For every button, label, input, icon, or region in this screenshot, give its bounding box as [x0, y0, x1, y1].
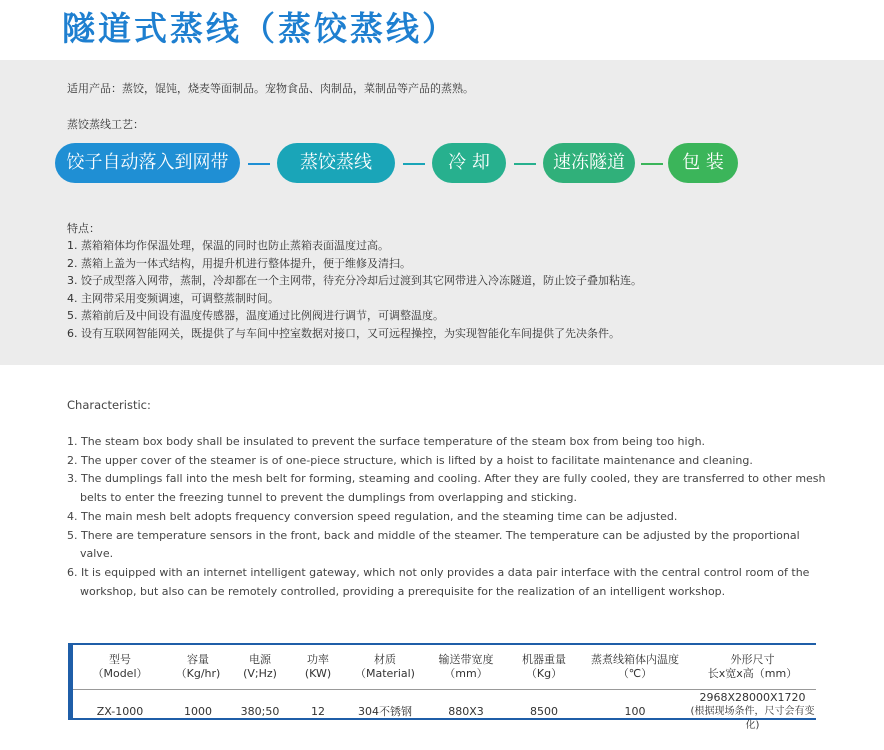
spec-table [68, 643, 816, 731]
list-item: 5. There are temperature sensors in the front, back and middle of the steamer. The temperature can be adjusted by the proportional valve. [67, 528, 800, 561]
table-header: 型号 （Model） [92, 653, 148, 680]
table-cell: 304不锈钢 [345, 690, 425, 734]
list-item: 6. It is equipped with an internet intelligent gateway, which not only provides a data pair interface with the central control room of the workshop, but also can be remotely controlled, providing a prerequisite for the realization of an intelligent workshop. [67, 565, 810, 598]
process-step-pack: 包 装 [668, 143, 738, 183]
process-connector [403, 163, 425, 165]
table-row [73, 690, 816, 734]
process-connector [514, 163, 536, 165]
table-header: 电源 (V;Hz) [243, 653, 277, 680]
features-heading: 特点： [67, 222, 100, 235]
list-item: 4. 主网带采用变频调速，可调整蒸制时间。 [67, 291, 279, 305]
list-item: 2. 蒸箱上盖为一体式结构，用提升机进行整体提升，便于维修及清扫。 [67, 256, 411, 270]
table-cell: 8500 [507, 690, 581, 734]
table-header: 机器重量 （Kg） [522, 653, 566, 680]
table-header: 外形尺寸 长x宽x高（mm） [707, 653, 798, 680]
characteristic-heading: Characteristic: [67, 398, 151, 412]
list-item: 1. The steam box body shall be insulated to prevent the surface temperature of the steam box from being too high. [67, 435, 706, 448]
table-cell: 12 [291, 690, 345, 734]
list-item: 1. 蒸箱箱体均作保温处理，保温的同时也防止蒸箱表面温度过高。 [67, 239, 389, 252]
list-item: 2. The upper cover of the steamer is of one-piece structure, which is lifted by a hoist to facilitate maintenance and cleaning. [67, 453, 753, 467]
table-cell: 380;50 [229, 690, 291, 734]
list-item: 4. The main mesh belt adopts frequency conversion speed regulation, and the steaming time can be adjusted. [67, 509, 678, 523]
list-item: 6. 设有互联网智能网关，既提供了与车间中控室数据对接口，又可远程操控，为实现智能化车间提供了先决条件。 [67, 326, 620, 340]
list-item: 3. The dumplings fall into the mesh belt for forming, steaming and cooling. After they are fully cooled, they are transferred to other mesh belts to enter the freezing tunnel to prevent the dumplings from overlapping and sticking. [67, 472, 826, 505]
table-header: 材质 （Material) [355, 653, 415, 680]
list-item: 5. 蒸箱前后及中间设有温度传感器，温度通过比例阀进行调节，可调整温度。 [67, 309, 444, 323]
table-header: 容量 （Kg/hr) [175, 653, 221, 680]
process-connector [248, 163, 270, 165]
size-value: 2968X28000X1720 [699, 691, 806, 704]
process-step-cool: 冷 却 [432, 143, 506, 183]
application-text: 适用产品：蒸饺，馄饨，烧麦等面制品。宠物食品、肉制品，菜制品等产品的蒸熟。 [67, 82, 474, 95]
table-header: 蒸煮线箱体内温度 （℃） [591, 653, 679, 680]
process-label: 蒸饺蒸线工艺： [67, 118, 144, 131]
list-item: 3. 饺子成型落入网带，蒸制，冷却都在一个主网带，待充分冷却后过渡到其它网带进入冷冻隧道，防止饺子叠加粘连。 [67, 274, 642, 288]
table-cell: 880X3 [425, 690, 507, 734]
process-step-feed: 饺子自动落入到网带 [55, 143, 240, 183]
page-title: 隧道式蒸线（蒸饺蒸线） [62, 9, 458, 48]
process-step-steam: 蒸饺蒸线 [277, 143, 395, 183]
table-cell-size [689, 690, 816, 734]
table-cell: ZX-1000 [73, 690, 167, 734]
process-step-freeze: 速冻隧道 [543, 143, 635, 183]
features-cn-list [67, 237, 642, 343]
size-note: (根据现场条件，尺寸会有变化) [690, 706, 815, 731]
table-cell: 100 [581, 690, 689, 734]
table-cell: 1000 [167, 690, 229, 734]
features-en-list [67, 433, 827, 601]
process-connector [641, 163, 663, 165]
table-header: 输送带宽度 （mm） [438, 653, 494, 680]
table-header: 功率 (KW) [304, 653, 332, 680]
